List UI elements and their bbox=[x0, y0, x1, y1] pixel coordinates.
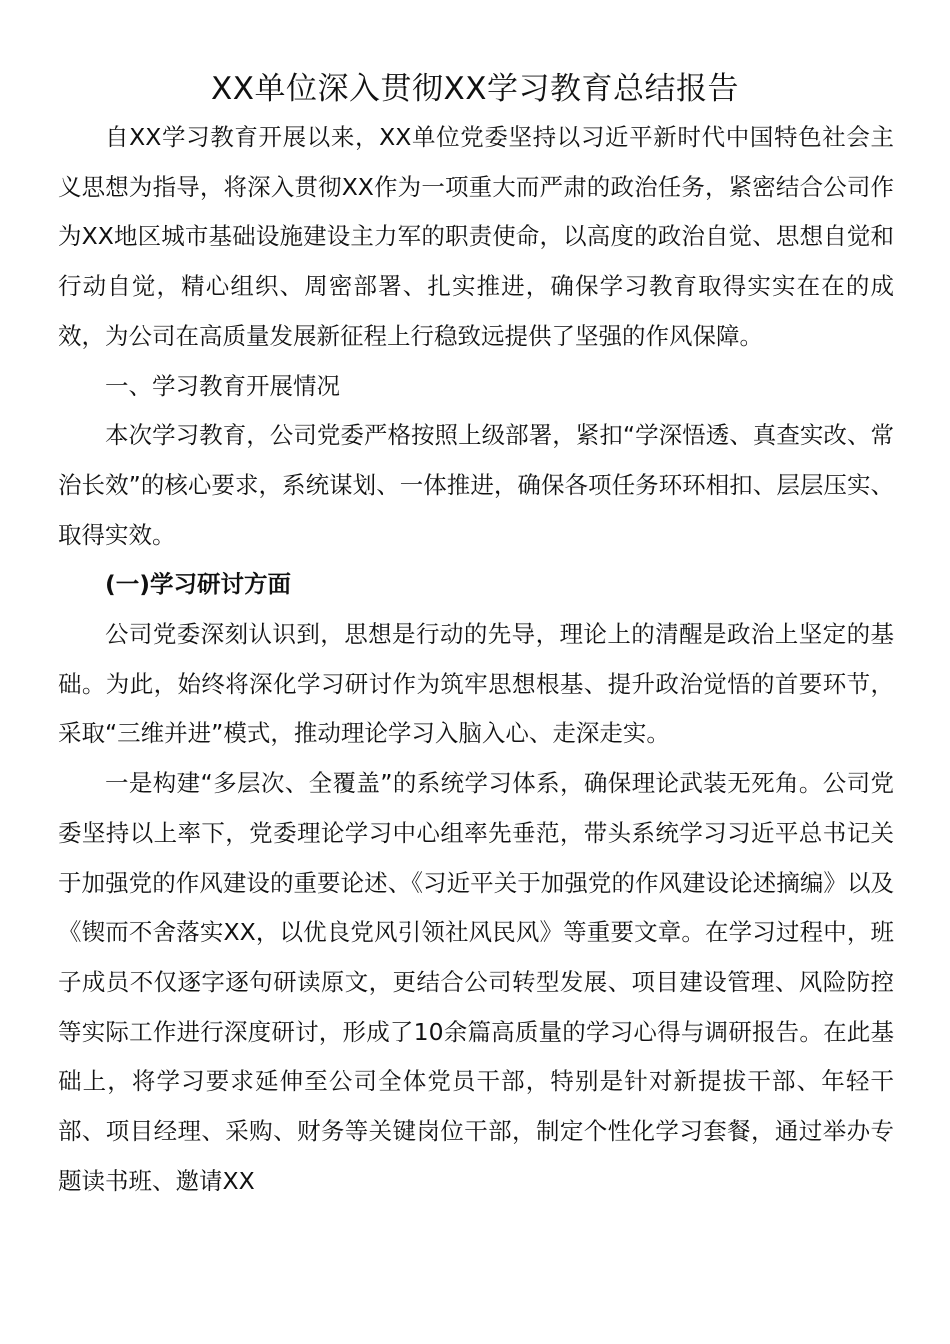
subsection-1-paragraph-1: 公司党委深刻认识到，思想是行动的先导，理论上的清醒是政治上坚定的基础。为此，始终将深化学习研讨作为筑牢思想根基、提升政治觉悟的首要环节，采取“三维并进”模式，推动理论学习入脑入心、走深走实。 bbox=[58, 620, 894, 748]
document-body bbox=[58, 113, 894, 1206]
subsection-1-paragraph-2: 一是构建“多层次、全覆盖”的系统学习体系，确保理论武装无死角。公司党委坚持以上率下，党委理论学习中心组率先垂范，带头系统学习习近平总书记关于加强党的作风建设的重要论述、《习近平关于加强党的作风建设论述摘编》以及《锲而不舍落实XX，以优良党风引领社风民风》等重要文章。在学习过程中，班子成员不仅逐字逐句研读原文，更结合公司转型发展、项目建设管理、风险防控等实际工作进行深度研讨，形成了10余篇高质量的学习心得与调研报告。在此基础上，将学习要求延伸至公司全体党员干部，特别是针对新提拔干部、年轻干部、项目经理、采购、财务等关键岗位干部，制定个性化学习套餐，通过举办专题读书班、邀请XX bbox=[58, 769, 894, 1195]
document-title: XX单位深入贯彻XX学习教育总结报告 bbox=[211, 71, 739, 107]
intro-paragraph: 自XX学习教育开展以来，XX单位党委坚持以习近平新时代中国特色社会主义思想为指导，将深入贯彻XX作为一项重大而严肃的政治任务，紧密结合公司作为XX地区城市基础设施建设主力军的职责使命，以高度的政治自觉、思想自觉和行动自觉，精心组织、周密部署、扎实推进，确保学习教育取得实实在在的成效，为公司在高质量发展新征程上行稳致远提供了坚强的作风保障。 bbox=[58, 123, 894, 350]
subsection-heading-1: (一)学习研讨方面 bbox=[105, 570, 291, 599]
section-1-paragraph: 本次学习教育，公司党委严格按照上级部署，紧扣“学深悟透、真查实改、常治长效”的核心要求，系统谋划、一体推进，确保各项任务环环相扣、层层压实、取得实效。 bbox=[58, 421, 894, 549]
section-heading-1: 一、学习教育开展情况 bbox=[105, 371, 340, 400]
